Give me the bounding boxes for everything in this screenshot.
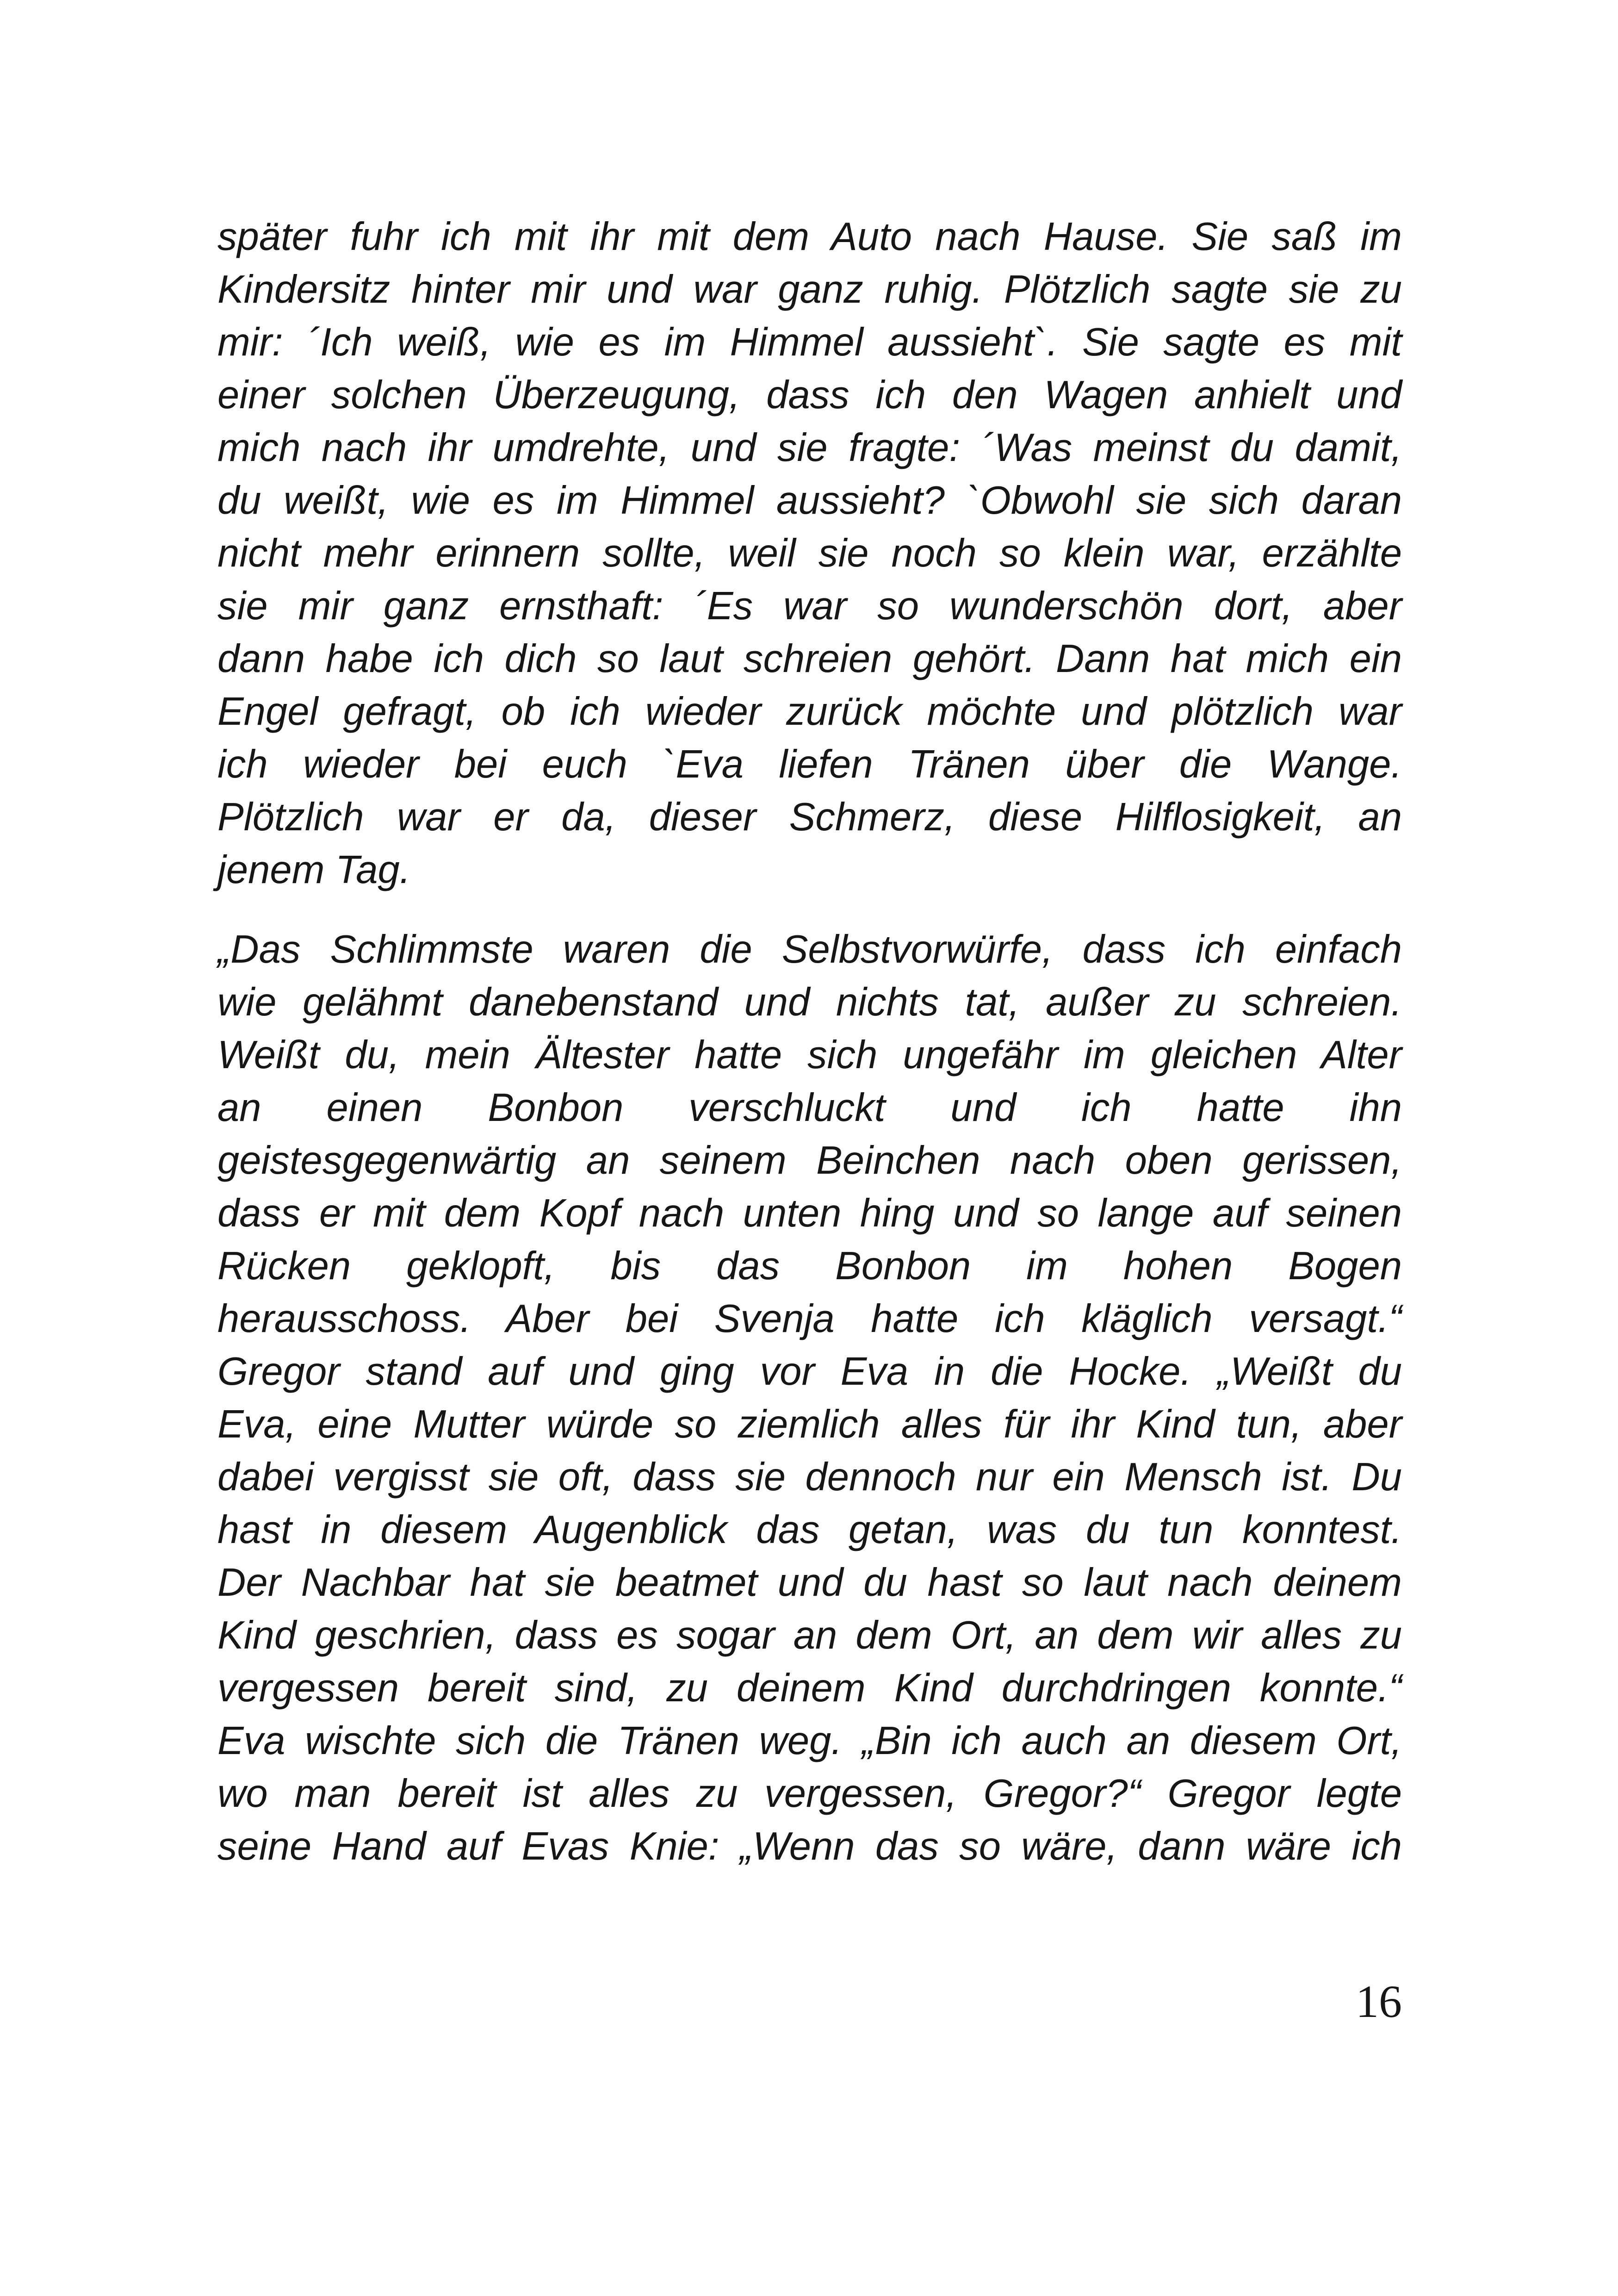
text-line: einer solchen Überzeugung, dass ich den Wagen anhielt und xyxy=(217,373,1402,417)
body-text xyxy=(217,211,1402,1873)
text-line: wo man bereit ist alles zu vergessen, Gregor?“ Gregor legte xyxy=(217,1772,1402,1816)
text-line: vergessen bereit sind, zu deinem Kind durchdringen konnte.“ xyxy=(217,1666,1402,1710)
text-line: mich nach ihr umdrehte, und sie fragte: ´Was meinst du damit, xyxy=(217,426,1402,470)
text-line: geistesgegenwärtig an seinem Beinchen nach oben gerissen, xyxy=(217,1139,1402,1182)
text-line: Weißt du, mein Ältester hatte sich ungefähr im gleichen Alter xyxy=(217,1033,1402,1077)
text-line: Rücken geklopft, bis das Bonbon im hohen Bogen xyxy=(217,1244,1402,1288)
text-line: ich wieder bei euch `Eva liefen Tränen über die Wange. xyxy=(217,742,1402,786)
text-line: „Das Schlimmste waren die Selbstvorwürfe, dass ich einfach xyxy=(217,927,1402,971)
text-line: Kind geschrien, dass es sogar an dem Ort, an dem wir alles zu xyxy=(217,1613,1402,1657)
text-line: Kindersitz hinter mir und war ganz ruhig. Plötzlich sagte sie zu xyxy=(217,268,1402,311)
text-line: seine Hand auf Evas Knie: „Wenn das so wäre, dann wäre ich xyxy=(217,1824,1402,1868)
text-line: Gregor stand auf und ging vor Eva in die Hocke. „Weißt du xyxy=(217,1350,1402,1394)
text-line: Der Nachbar hat sie beatmet und du hast so laut nach deinem xyxy=(217,1561,1402,1605)
text-line: später fuhr ich mit ihr mit dem Auto nach Hause. Sie saß im xyxy=(217,215,1402,259)
text-line: wie gelähmt danebenstand und nichts tat, außer zu schreien. xyxy=(217,980,1402,1024)
text-line: dann habe ich dich so laut schreien gehört. Dann hat mich ein xyxy=(217,637,1402,681)
text-line: sie mir ganz ernsthaft: ´Es war so wunderschön dort, aber xyxy=(217,584,1402,628)
text-line: du weißt, wie es im Himmel aussieht? `Obwohl sie sich daran xyxy=(217,479,1402,523)
text-line: hast in diesem Augenblick das getan, was du tun konntest. xyxy=(217,1508,1402,1552)
text-line: Engel gefragt, ob ich wieder zurück möchte und plötzlich war xyxy=(217,690,1402,734)
paragraph-2 xyxy=(217,923,1402,1873)
paragraph-1 xyxy=(217,211,1402,896)
page-number: 16 xyxy=(1356,1976,1402,2027)
text-line: nicht mehr erinnern sollte, weil sie noch so klein war, erzählte xyxy=(217,531,1402,575)
text-line: an einen Bonbon verschluckt und ich hatte ihn xyxy=(217,1086,1402,1130)
text-line: Eva wischte sich die Tränen weg. „Bin ich auch an diesem Ort, xyxy=(217,1719,1402,1763)
text-line: dabei vergisst sie oft, dass sie dennoch nur ein Mensch ist. Du xyxy=(217,1455,1402,1499)
text-line: mir: ´Ich weiß, wie es im Himmel aussieht`. Sie sagte es mit xyxy=(217,320,1402,364)
text-line: herausschoss. Aber bei Svenja hatte ich kläglich versagt.“ xyxy=(217,1297,1402,1341)
text-line: Plötzlich war er da, dieser Schmerz, diese Hilflosigkeit, an xyxy=(217,795,1402,839)
text-line: Eva, eine Mutter würde so ziemlich alles für ihr Kind tun, aber xyxy=(217,1402,1402,1446)
text-line: dass er mit dem Kopf nach unten hing und so lange auf seinen xyxy=(217,1191,1402,1235)
text-line: jenem Tag. xyxy=(217,848,411,892)
